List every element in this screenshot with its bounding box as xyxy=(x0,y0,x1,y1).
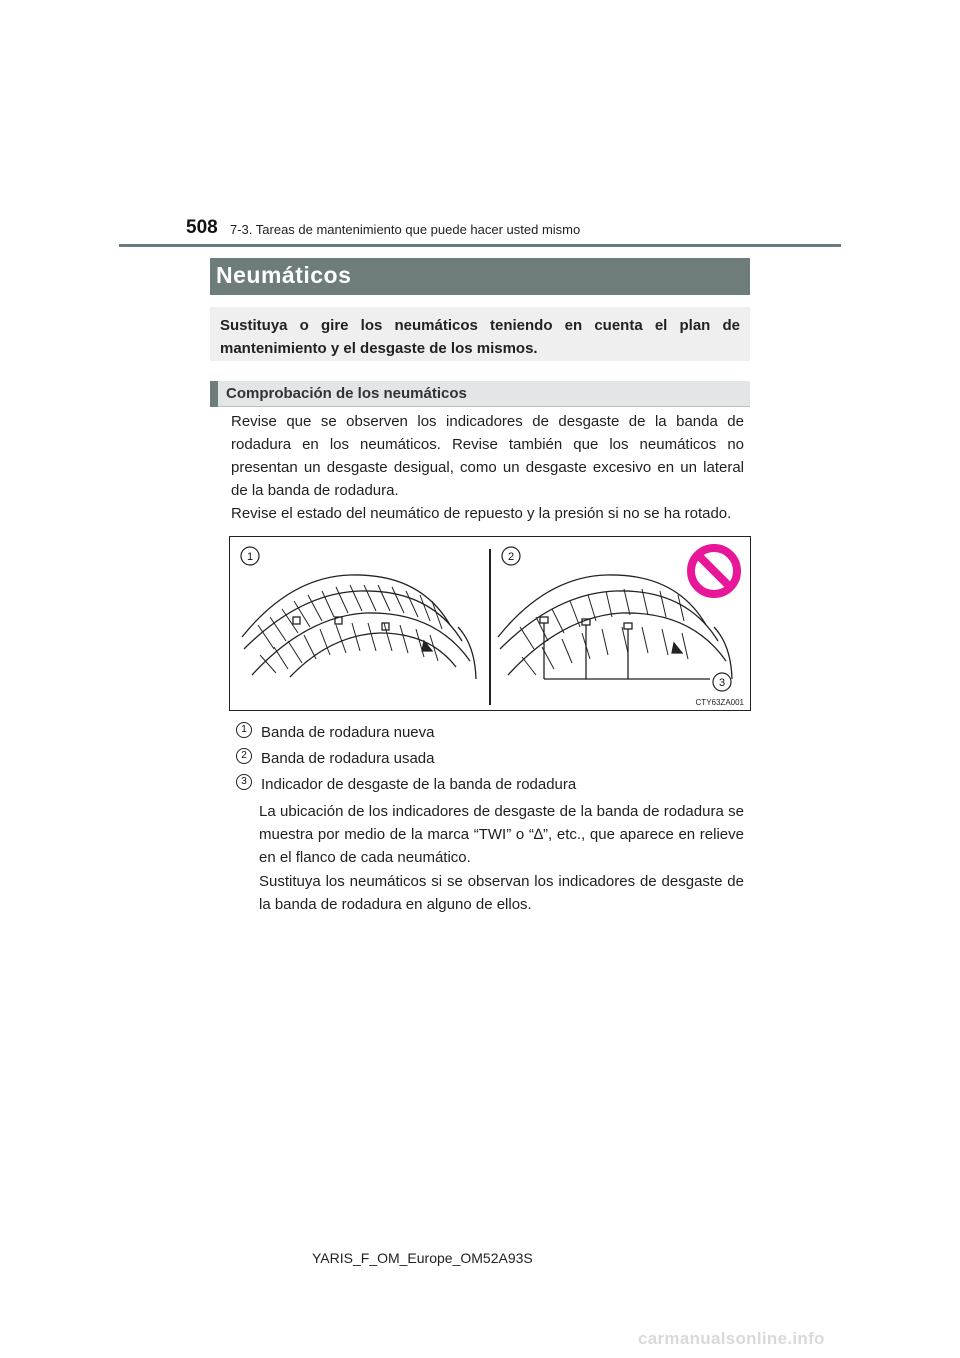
note-twi-location: La ubicación de los indicadores de desgaste de la banda de rodadura se muestra por medio de la marca “TWI” o “∆”, etc., que aparece en relieve en el flanco de cada neumático. xyxy=(259,803,744,866)
legend-number-3: 3 xyxy=(236,774,252,790)
chapter-title: 7-3. Tareas de mantenimiento que puede hacer usted mismo xyxy=(230,222,581,237)
callout-2 xyxy=(502,547,520,565)
subsection-title: Comprobación de los neumáticos xyxy=(226,385,467,402)
subsection-accent xyxy=(210,381,218,407)
paragraph-spare-tire: Revise el estado del neumático de repuesto y la presión si no se ha rotado. xyxy=(231,505,732,522)
legend-label-new-tread: Banda de rodadura nueva xyxy=(261,724,435,741)
new-tread-tire xyxy=(242,575,476,679)
no-symbol-icon xyxy=(691,548,737,594)
header-divider xyxy=(119,244,841,247)
footer-document-code: YARIS_F_OM_Europe_OM52A93S xyxy=(312,1250,533,1266)
callout-2-label: 2 xyxy=(507,551,515,563)
intro-text: Sustituya o gire los neumáticos teniendo en cuenta el plan de mantenimiento y el desgaste de los mismos. xyxy=(220,317,740,357)
callout-3-label: 3 xyxy=(718,677,726,689)
legend-number-2: 2 xyxy=(236,748,252,764)
legend-label-worn-tread: Banda de rodadura usada xyxy=(261,750,435,767)
callout-1-label: 1 xyxy=(246,551,254,563)
section-title: Neumáticos xyxy=(216,262,352,288)
callout-3 xyxy=(713,673,731,691)
watermark: carmanualsonline.info xyxy=(638,1329,825,1348)
figure-code: CTY63ZA001 xyxy=(695,698,744,707)
legend-label-wear-indicator: Indicador de desgaste de la banda de rodadura xyxy=(261,776,577,793)
paragraph-wear-indicators: Revise que se observen los indicadores de desgaste de la banda de rodadura en los neumáticos. Revise también que los neumáticos no presentan un desgaste desigual, como un desgaste excesivo en un lateral de la banda de rodadura. xyxy=(231,413,744,499)
note-replace-tires: Sustituya los neumáticos si se observan los indicadores de desgaste de la banda de rodadura en alguno de ellos. xyxy=(259,873,744,913)
tire-illustration xyxy=(230,537,750,710)
legend-number-1: 1 xyxy=(236,722,252,738)
callout-1 xyxy=(241,547,259,565)
tire-figure xyxy=(229,536,751,711)
page-number: 508 xyxy=(186,217,218,238)
